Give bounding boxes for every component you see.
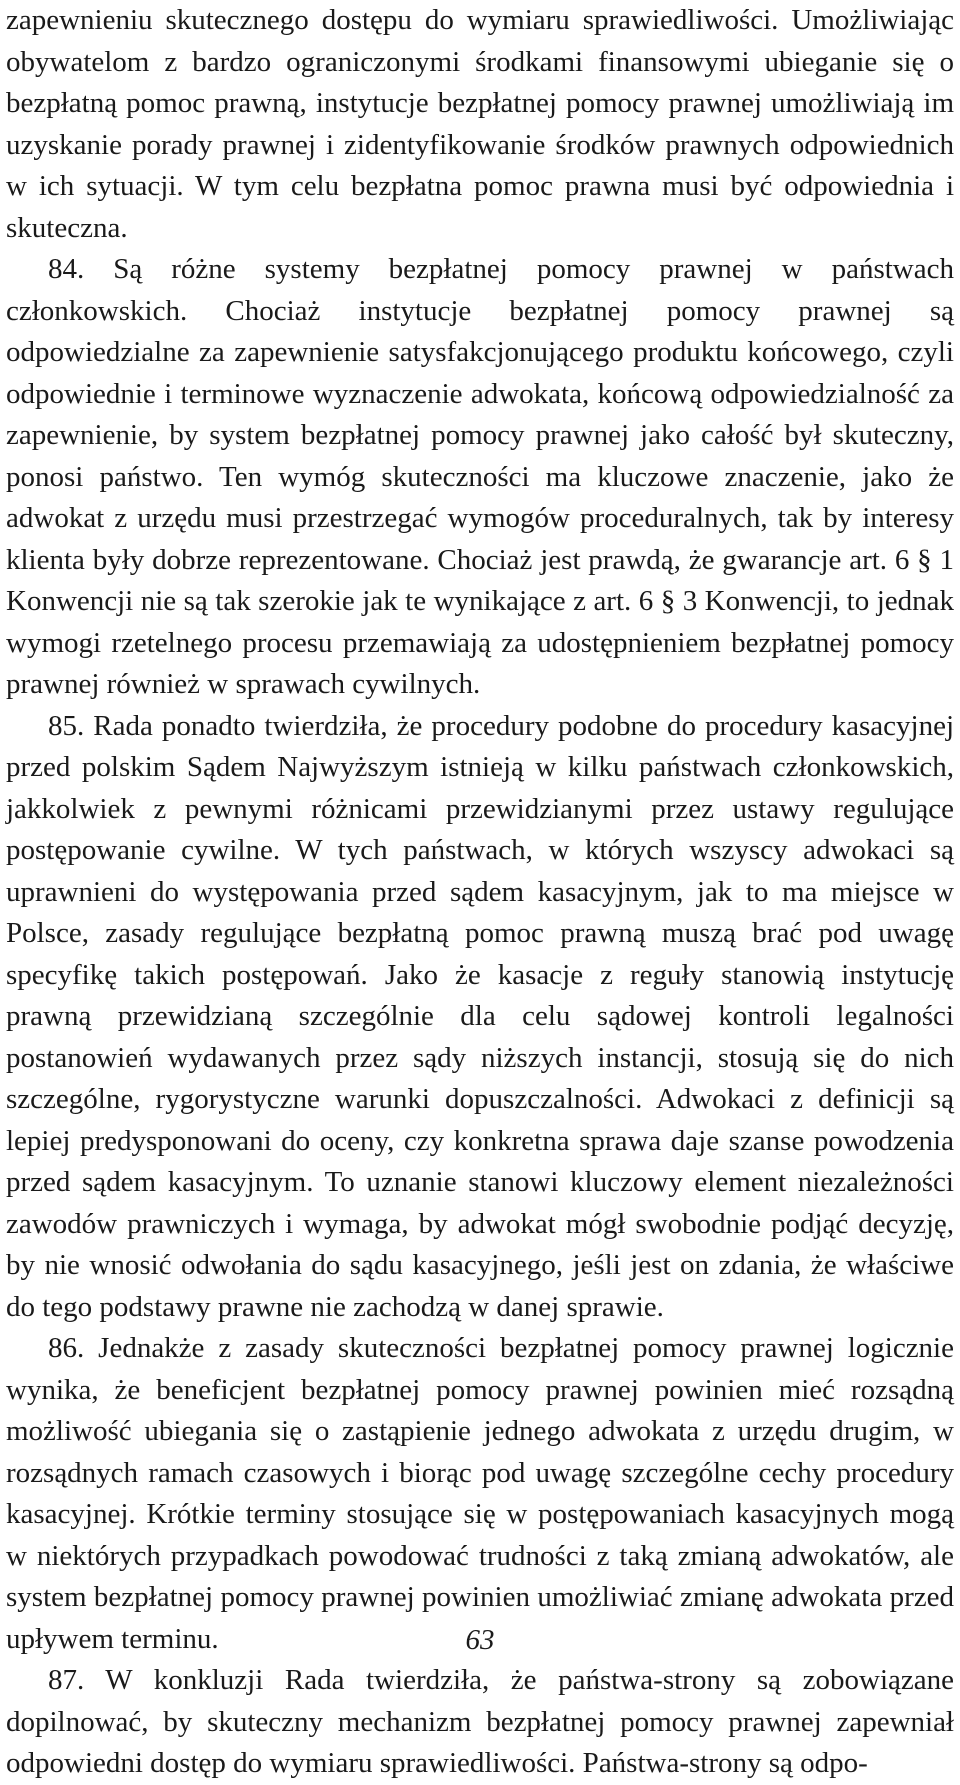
document-page (6, 0, 954, 1785)
page-number: 63 (465, 1624, 495, 1656)
paragraph-84: 84. Są różne systemy bezpłatnej pomocy prawnej w państwach członkowskich. Chociaż instytucje bezpłatnej pomocy prawnej są odpowiedzialne za zapewnienie satysfakcjonującego produktu końcowego, czyli odpowiednie i terminowe wyznaczenie adwokata, końcową odpowiedzialność za zapewnienie, by system bezpłatnej pomocy prawnej jako całość był skuteczny, ponosi państwo. Ten wymóg skuteczności ma kluczowe znaczenie, jako że adwokat z urzędu musi przestrzegać wymogów proceduralnych, tak by interesy klienta były dobrze reprezentowane. Chociaż jest prawdą, że gwarancje art. 6 § 1 Konwencji nie są tak szerokie jak te wynikające z art. 6 § 3 Konwencji, to jednak wymogi rzetelnego procesu przemawiają za udostępnieniem bezpłatnej pomocy prawnej również w sprawach cywilnych. (6, 253, 954, 700)
paragraph-86: 86. Jednakże z zasady skuteczności bezpłatnej pomocy prawnej logicznie wynika, że beneficjent bezpłatnej pomocy prawnej powinien mieć rozsądną możliwość ubiegania się o zastąpienie jednego adwokata z urzędu drugim, w rozsądnych ramach czasowych i biorąc pod uwagę szczególne cechy procedury kasacyjnej. Krótkie terminy stosujące się w postępowaniach kasacyjnych mogą w niektórych przypadkach powodować trudności z taką zmianą adwokatów, ale system bezpłatnej pomocy prawnej powinien umożliwiać zmianę adwokata przed upływem terminu. (6, 1332, 954, 1655)
paragraph-continuation: zapewnieniu skutecznego dostępu do wymiaru sprawiedliwości. Umożliwiając obywatelom z bardzo ograniczonymi środkami finansowymi ubieganie się o bezpłatną pomoc prawną, instytucje bezpłatnej pomocy prawnej umożliwiają im uzyskanie porady prawnej i zidentyfikowanie środków prawnych odpowiednich w ich sytuacji. W tym celu bezpłatna pomoc prawna musi być odpowiednia i skuteczna. (6, 4, 954, 244)
paragraph-85: 85. Rada ponadto twierdziła, że procedury podobne do procedury kasacyjnej przed polskim Sądem Najwyższym istnieją w kilku państwach członkowskich, jakkolwiek z pewnymi różnicami przewidzianymi przez ustawy regulujące postępowanie cywilne. W tych państwach, w których wszyscy adwokaci są uprawnieni do występowania przed sądem kasacyjnym, jak to ma miejsce w Polsce, zasady regulujące bezpłatną pomoc prawną muszą brać pod uwagę specyfikę takich postępowań. Jako że kasacje z reguły stanowią instytucję prawną przewidzianą szczególnie dla celu sądowej kontroli legalności postanowień wydawanych przez sądy niższych instancji, stosują się do nich szczególne, rygorystyczne warunki dopuszczalności. Adwokaci z definicji są lepiej predysponowani do oceny, czy konkretna sprawa daje szanse powodzenia przed sądem kasacyjnym. To uznanie stanowi kluczowy element niezależności zawodów prawniczych i wymaga, by adwokat mógł swobodnie podjąć decyzję, by nie wnosić odwołania do sądu kasacyjnego, jeśli jest on zdania, że właściwe do tego podstawy prawne nie zachodzą w danej sprawie. (6, 709, 954, 1323)
paragraph-87: 87. W konkluzji Rada twierdziła, że państwa-strony są zobowiązane dopilnować, by skuteczny mechanizm bezpłatnej pomocy prawnej zapewniał odpowiedni dostęp do wymiaru sprawiedliwości. Państwa-strony są odpo- (6, 1664, 954, 1779)
